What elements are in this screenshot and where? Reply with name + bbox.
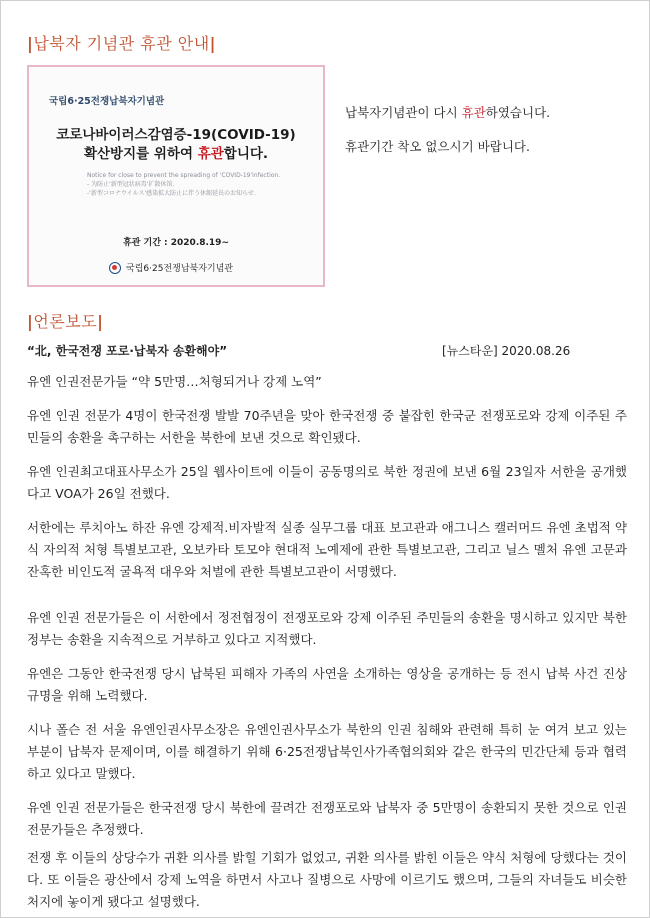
article-subhead: 유엔 인권전문가들 “약 5만명…처형되거나 강제 노역” [27, 374, 322, 389]
press-header: |언론보도| [27, 312, 104, 331]
closure-notice-header: |납북자 기념관 휴관 안내| [27, 34, 217, 53]
notice-title-line1: 코로나바이러스감염증-19(COVID-19) [56, 127, 296, 143]
press-title: 언론보도 [33, 312, 98, 331]
museum-logo-text: 국립6·25전쟁납북자기념관 [126, 264, 233, 274]
article-paragraph: 유엔 인권 전문가 4명이 한국전쟁 발발 70주년을 맞아 한국전쟁 중 붙잡힌 한국군 전쟁포로와 강제 이주된 주민들의 송환을 촉구하는 서한을 북한에 보낸 것으로 확인됐다. [27, 408, 627, 445]
notice-multilingual-text: Notice for close to prevent the spreading of 'COVID-19'infection. - 为防止'新型冠状病毒'扩散休馆. -'新型コロナウイルス'感染拡大防止に伴う休館延長のお知らせ. [87, 172, 281, 197]
article-paragraph: 유엔 인권 전문가들은 이 서한에서 정전협정이 전쟁포로와 강제 이주된 주민들의 송환을 명시하고 있지만 북한 정부는 송환을 지속적으로 거부하고 있다고 지적했다. [27, 610, 627, 647]
article-headline: “北, 한국전쟁 포로·납북자 송환해야” [27, 344, 228, 358]
article-paragraph: 유엔 인권최고대표사무소가 25일 웹사이트에 이들이 공동명의로 북한 정권에 보낸 6월 23일자 서한을 공개했다고 VOA가 26일 전했다. [27, 464, 627, 501]
reclosure-message: 납북자기념관이 다시 휴관하였습니다. [345, 105, 551, 120]
notice-org: 국립6·25전쟁납북자기념관 [49, 96, 165, 107]
closure-notice-title: 납북자 기념관 휴관 안내 [33, 34, 210, 53]
notice-period: 휴관 기간 : 2020.8.19~ [123, 238, 229, 248]
museum-logo [109, 261, 233, 274]
closure-notice-image [27, 65, 325, 287]
article-paragraph: 유엔 인권 전문가들은 한국전쟁 당시 북한에 끌려간 전쟁포로와 납북자 중 5만명이 송환되지 못한 것으로 인권 전문가들은 추정했다. [27, 800, 627, 837]
article-paragraph: 서한에는 루치아노 하잔 유엔 강제적.비자발적 실종 실무그룹 대표 보고관과 애그니스 캘러머드 유엔 초법적 약식 자의적 처형 특별보고관, 오보카타 토모야 현대적 노예제에 관한 특별보고관, 그리고 닐스 멜처 유엔 고문과 잔혹한 비인도적 굴욕적 대우와 처벌에 관한 특별보고관이 서명했다. [27, 520, 627, 579]
article-paragraph: 유엔은 그동안 한국전쟁 당시 납북된 피해자 가족의 사연을 소개하는 영상을 공개하는 등 전시 납북 사건 진상 규명을 위해 노력했다. [27, 666, 627, 703]
reclosure-reminder: 휴관기간 착오 없으시기 바랍니다. [345, 139, 530, 154]
article-paragraph: 전쟁 후 이들의 상당수가 귀환 의사를 밝힐 기회가 없었고, 귀환 의사를 밝힌 이들은 약식 처형에 당했다는 것이다. 또 이들은 광산에서 강제 노역을 하면서 사고나 질병으로 사망에 이르기도 했으며, 그들의 자녀들도 비슷한 처지에 놓이게 됐다고 설명했다. [27, 850, 627, 909]
notice-title-line2: 확산방지를 위하여 휴관합니다. [83, 146, 269, 162]
article-source: [뉴스타운] 2020.08.26 [442, 344, 571, 358]
museum-emblem-icon [109, 262, 121, 274]
article-paragraph: 시나 폴슨 전 서울 유엔인권사무소장은 유엔인권사무소가 북한의 인권 침해와 관련해 특히 눈 여겨 보고 있는 부분이 납북자 문제이며, 이를 해결하기 위해 6·25전쟁납북인사가족협의회와 같은 한국의 민간단체 등과 협력하고 있다고 말했다. [27, 722, 627, 781]
